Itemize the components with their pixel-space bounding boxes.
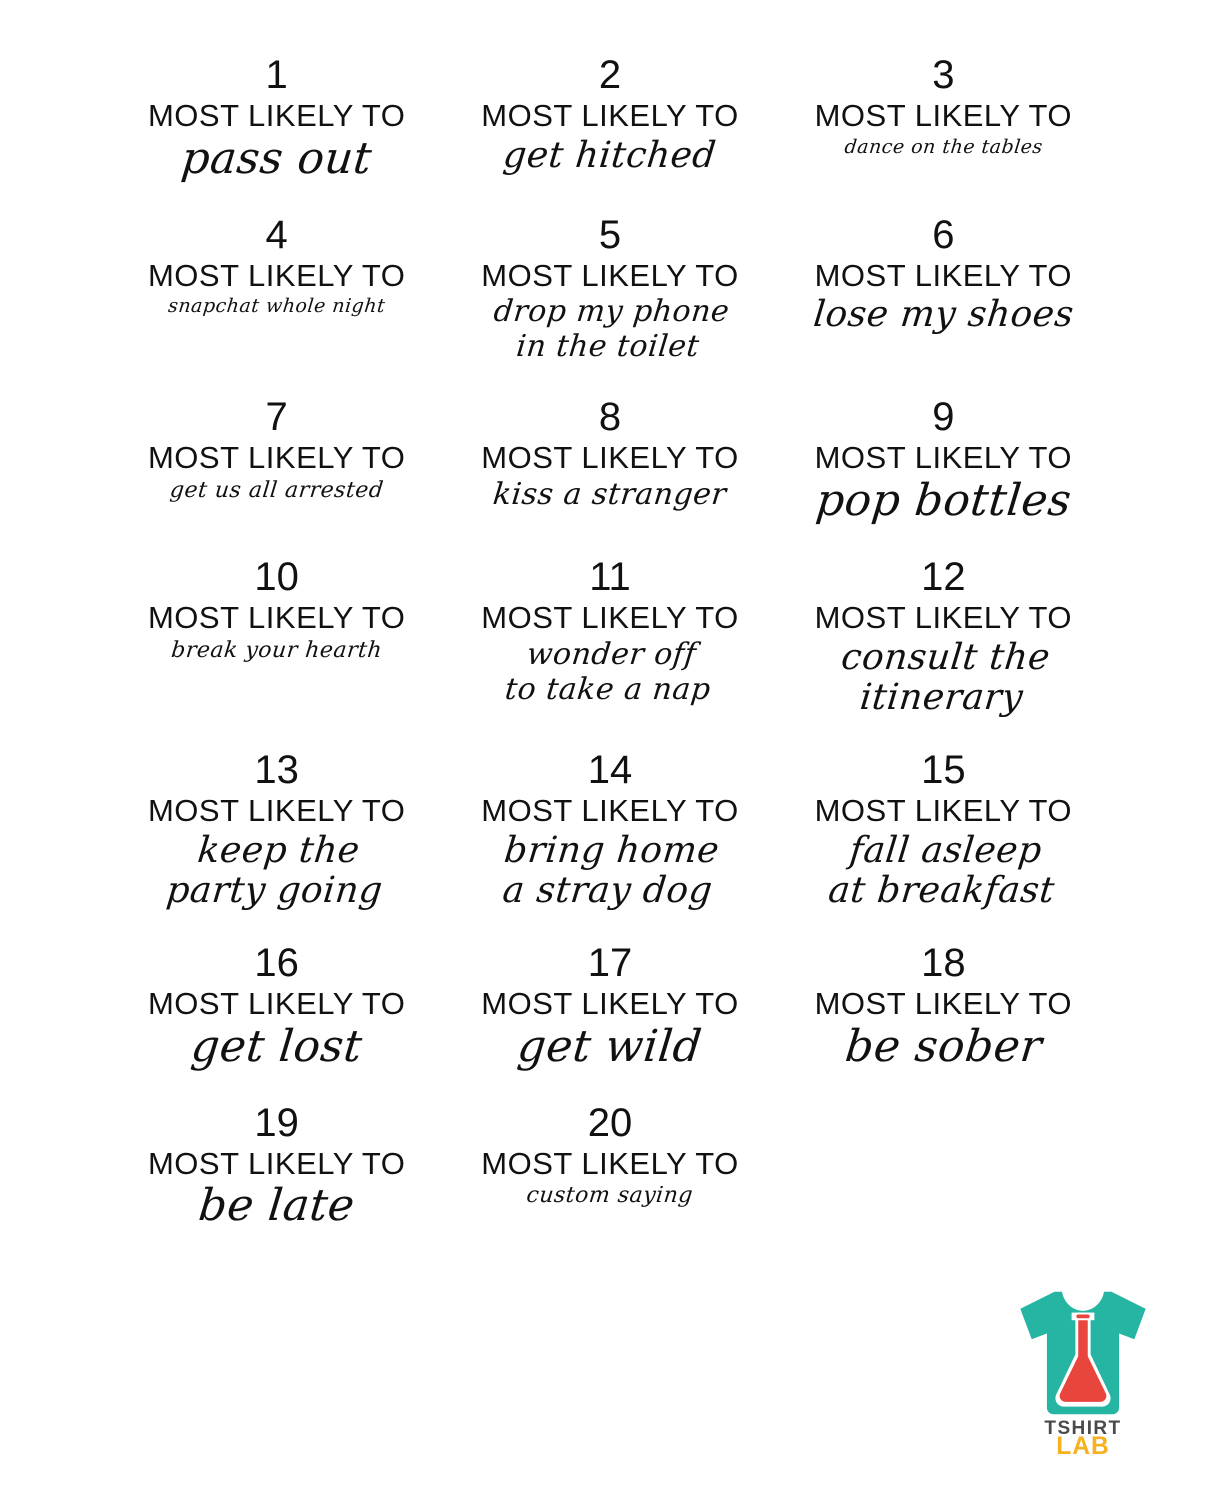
design-number: 20 [587,1100,633,1145]
design-headline: MOST LIKELY TO [481,257,739,293]
design-number: 15 [921,748,966,793]
design-headline: MOST LIKELY TO [814,440,1073,476]
design-headline: MOST LIKELY TO [481,985,739,1021]
design-phrase: keep the party going [164,829,385,911]
design-number: 5 [598,212,622,257]
design-card-4 [110,200,443,383]
design-number: 11 [589,555,631,600]
design-phrase: kiss a stranger [491,477,729,513]
design-card-2 [443,40,776,200]
design-card-19 [110,1088,443,1248]
design-phrase: drop my phone in the toilet [492,294,732,364]
design-phrase: get hitched [501,134,719,176]
design-card-16 [110,928,443,1088]
design-number: 10 [254,555,299,600]
design-headline: MOST LIKELY TO [814,985,1073,1021]
design-headline: MOST LIKELY TO [147,98,406,133]
design-card-13 [110,735,443,928]
design-number: 18 [921,940,966,985]
design-headline: MOST LIKELY TO [147,793,406,829]
design-headline: MOST LIKELY TO [814,257,1073,293]
design-headline: MOST LIKELY TO [147,600,406,636]
design-number: 8 [598,395,622,440]
design-phrase: snapchat whole night [167,295,387,318]
design-number: 19 [254,1100,299,1145]
design-headline: MOST LIKELY TO [481,600,739,636]
design-number: 16 [254,940,299,985]
design-phrase: break your hearth [170,637,384,663]
design-number: 14 [587,748,633,793]
design-phrase: lose my shoes [811,294,1076,336]
design-card-5 [443,200,776,383]
design-phrase: dance on the tables [843,135,1044,158]
design-number: 17 [587,940,633,985]
design-number: 2 [598,53,622,97]
logo-word-top: TSHIRT [1044,1418,1122,1440]
design-headline: MOST LIKELY TO [481,1145,739,1181]
design-card-7 [110,382,443,542]
design-card-10 [110,542,443,735]
design-phrase: be late [196,1180,358,1232]
design-headline: MOST LIKELY TO [147,1145,406,1181]
design-card-12 [777,542,1110,735]
design-phrase: get us all arrested [168,478,385,504]
logo-word-bottom: LAB [1056,1433,1110,1457]
design-number: 6 [932,212,955,257]
design-phrase: wonder off to take a nap [503,636,713,707]
design-phrase: get lost [188,1020,365,1072]
design-card-11 [443,542,776,735]
design-card-9 [777,382,1110,542]
design-headline: MOST LIKELY TO [147,440,406,476]
designs-grid [110,40,1110,1248]
design-card-1 [110,40,443,200]
design-card-17 [443,928,776,1088]
design-number: 4 [265,212,288,257]
designs-sheet [110,40,1110,1340]
design-number: 13 [254,748,299,793]
design-phrase: custom saying [525,1183,695,1209]
design-headline: MOST LIKELY TO [147,985,406,1021]
design-phrase: pass out [179,132,375,184]
design-phrase: consult the itinerary [839,636,1052,718]
design-number: 1 [265,53,288,97]
design-headline: MOST LIKELY TO [481,793,739,829]
design-card-20 [443,1088,776,1248]
design-phrase: pop bottles [813,475,1074,527]
design-headline: MOST LIKELY TO [147,257,406,293]
design-number: 3 [932,53,955,97]
design-card-empty [777,1088,1110,1248]
design-headline: MOST LIKELY TO [814,793,1073,829]
design-card-3 [777,40,1110,200]
design-headline: MOST LIKELY TO [814,98,1073,133]
design-headline: MOST LIKELY TO [814,600,1073,636]
design-number: 12 [921,555,966,600]
design-phrase: bring home a stray dog [500,829,722,911]
tshirt-lab-logo [988,1267,1178,1457]
design-card-6 [777,200,1110,383]
design-headline: MOST LIKELY TO [481,98,739,133]
design-phrase: fall asleep at breakfast [826,829,1057,911]
design-card-18 [777,928,1110,1088]
design-number: 7 [265,395,288,440]
design-headline: MOST LIKELY TO [481,440,739,476]
design-card-15 [777,735,1110,928]
design-card-8 [443,382,776,542]
design-card-14 [443,735,776,928]
design-phrase: be sober [842,1020,1045,1072]
design-phrase: get wild [515,1020,705,1072]
design-number: 9 [932,395,955,440]
